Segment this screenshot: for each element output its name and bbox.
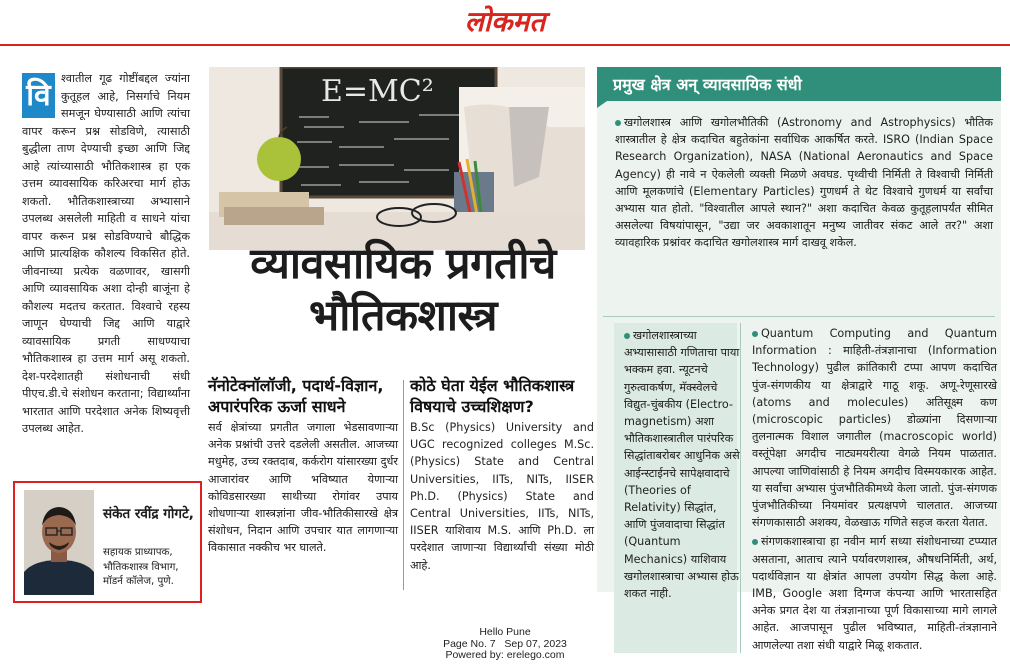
headline-line-1: व्यावसायिक प्रगतीचे [250,239,556,289]
article-nanotech-body: सर्व क्षेत्रांच्या प्रगतीत जगाला भेडसावणाऱ्या अनेक प्रश्नांची उत्तरे दडलेली असतील. आजच्या मधुमेह, उच्च रक्तदाब, कर्करोग यांसारख्या दुर्धर आजारांवर आणि भविष्यात येणाऱ्या कोविडसारख्या साथीच्या रोगांवर उपाय शोधणाऱ्या शास्त्रज्ञांना जीव-भौतिकीसारखे क्षेत्र संशोधन, निदान आणि उपचार यात लागणाऱ्या विकासात नक्कीच भर घालते. [208,421,398,555]
author-box [13,481,202,603]
quantum-paragraph: Quantum Computing and Quantum Information : माहिती-तंत्रज्ञानाचा (Information Technology) पुढील क्रांतिकारी टप्पा आपण कदाचित पुंज-संगणकीय या क्षेत्राद्वारे गाठू शकू. अणू-रेणूसारखे (atoms and molecules) अतिसूक्ष्म कण (microscopic particles) डोळ्यांना दिसणाऱ्या तुलनात्मक विशाल जगातील (macroscopic world) वस्तूंपेक्षा अगदीच नाट्यमयरीत्या वेगळे नियम पाळतात. आपल्या जाणिवांसाठी हे नियम अगदीच विस्मयकारक आहेत. या सर्वांचा अभ्यास पुंजभौतिकीमध्ये केला जातो. पुंज-संगणक पुंजभौतिकीच्या नियमांवर प्रत्यक्षपणे चालतात. आजच्या संगणकासाठी अशक्य, वेळखाऊ गणिते सहज करता येतात. [752,327,997,530]
intro-column [22,70,190,438]
hero-image [209,67,585,250]
careers-panel [597,67,1001,652]
dropcap: वि [22,73,55,118]
article-higher-education-body: B.Sc (Physics) University and UGC recognized colleges M.Sc. (Physics) State and Central Universities, IITs, NITs, IISER Ph.D. (Physics) State and Central Universities, IITs, NITs, IISER याशिवाय M.S. आणि Ph.D. ला परदेशात जाणाऱ्या विद्यार्थ्यांची संख्या मोठी आहे. [410,421,594,572]
article-higher-education [410,376,594,574]
footer-powered-by: Powered by: erelego.com [445,649,565,661]
board-formula: E=MC² [321,74,434,109]
computing-paragraph: संगणकशास्त्राचा हा नवीन मार्ग सध्या संशोधनाच्या टप्प्यात असताना, आताच त्याने पर्यावरणशास्त्र, औषधनिर्मिती, अर्थ, पदार्थविज्ञान या क्षेत्रांत आपला उपयोग सिद्ध केला आहे. IMB, Google अशा दिग्गज कंपन्या आणि भारतासहित अनेक प्रगत देश या तंत्रज्ञानाच्या पूर्ण विकासाच्या मागे लागले आहेत. आजपासून पुढील भविष्यात, माहिती-तंत्रज्ञानाने आणलेल्या तशा संधी याद्वारे मिळू शकतात. [752,535,997,652]
bullet-icon [624,333,630,339]
bullet-icon [615,120,621,126]
article-nanotech-title: नॅनोटेक्नॉलॉजी, पदार्थ-विज्ञान, अपारंपरिक ऊर्जा साधने [208,376,384,416]
article-higher-education-title: कोठे घेता येईल भौतिकशास्त्र विषयाचे उच्चशिक्षण? [410,376,575,416]
panel-title: प्रमुख क्षेत्र अन् व्यावसायिक संधी [613,75,802,94]
intro-text: श्वातील गूढ गोष्टींबद्दल ज्यांना कुतूहल आहे, निसर्गाचे नियम समजून घेण्यासाठी आणि त्यांचा वापर करून प्रश्न सोडविणे, त्यासाठी बुद्धीला ताण देण्याची इच्छा आणि जिद्द आहे त्यांच्यासाठी भौतिकशास्त्र हा एक उत्तम व्यावसायिक करिअरचा मार्ग होऊ शकतो. भौतिकशास्त्राच्या अभ्यासाने उपलब्ध असलेली माहिती व साधने यांचा वापर करून प्रश्न सोडविण्याचे बौद्धिक आणि प्रात्यक्षिक कौशल्य विकसित होते. जीवनाच्या प्रत्येक वळणावर, खासगी आणि व्यावसायिक अशा दोन्ही बाजूंना हे कौशल्य मदतच करतात. विश्वाचे रहस्य जाणून घेण्याची जिद्द आणि याद्वारे व्यावसायिक प्रगती साधण्याचा भौतिकशास्त्र हा उत्तम मार्ग असू शकतो. देश-परदेशातही संशोधनाची संधी पीएच.डी.चे संशोधन करताना; विद्यार्थ्यांना भारतात आणि परदेशात अनेक शिष्यवृत्ती उपलब्ध आहेत. [22,72,190,435]
article-nanotech [208,376,398,557]
author-photo [24,490,94,595]
astronomy-paragraph: खगोलशास्त्र आणि खगोलभौतिकी (Astronomy and Astrophysics) भौतिक शास्त्रातील हे क्षेत्र कदाचित बहुतेकांना सर्वाधिक आकर्षित करते. ISRO (Indian Space Research Organization), NASA (National Aeronautics and Space Agency) ही नावे न ऐकलेली व्यक्ती मिळणे अवघड. पृथ्वीची निर्मिती ते विश्वाची निर्मिती आणि मूलकणांचे (Elementary Particles) गुणधर्म ते थेट विश्वाचे गुणधर्म या सर्वांचा अभ्यास यात होतो. "विश्वातील आपले स्थान?" अशा कदाचित केवळ कुतूहलापर्यंत सीमित असलेल्या विषयांपासून, "उद्या जर अवकाशातून मनुष्य जातीवर संकट आले तर?" अशा व्यावहारिक प्रश्नांवर कदाचित खगोलशास्त्र मार्ग दाखवू शकेल. [615,116,993,250]
bullet-icon [752,539,758,545]
page-headline [213,238,593,342]
headline-line-2: भौतिकशास्त्र [309,291,497,341]
column-divider [403,380,404,590]
bullet-icon [752,331,758,337]
author-name: संकेत रवींद्र गोगटे, [103,506,194,522]
footer-page: Page No. 7 [443,637,496,650]
panel-header-tab [597,101,607,108]
page-footer [390,627,620,662]
footer-date: Sep 07, 2023 [504,637,567,650]
panel-header [597,67,1001,101]
panel-astronomy-text [615,114,993,252]
panel-sidebox-text [624,327,742,602]
newspaper-logo: लोकमत [464,5,546,38]
panel-quantum-column [752,325,997,656]
panel-column-divider [740,323,741,653]
masthead [0,0,1010,46]
author-designation: सहायक प्राध्यापक, भौतिकशास्त्र विभाग, मॉडर्न कॉलेज, पुणे. [103,547,179,587]
math-foundation-paragraph: खगोलशास्त्राच्या अभ्यासासाठी गणिताचा पाया भक्कम हवा. न्यूटनचे गुरुत्वाकर्षण, मॅक्स्वेलचे विद्युत-चुंबकीय (Electro-magnetism) अशा भौतिकशास्त्रातील पारंपरिक सिद्धांताबरोबर आधुनिक असे आईन्स्टाईनचे सापेक्षवादाचे (Theories of Relativity) सिद्धांत, आणि पुंजवादाचा सिद्धांत (Quantum Mechanics) याशिवाय खगोलशास्त्राचा अभ्यास होऊ शकत नाही. [624,329,740,601]
panel-divider [603,316,995,317]
footer-edition: Hello Pune [479,626,531,638]
